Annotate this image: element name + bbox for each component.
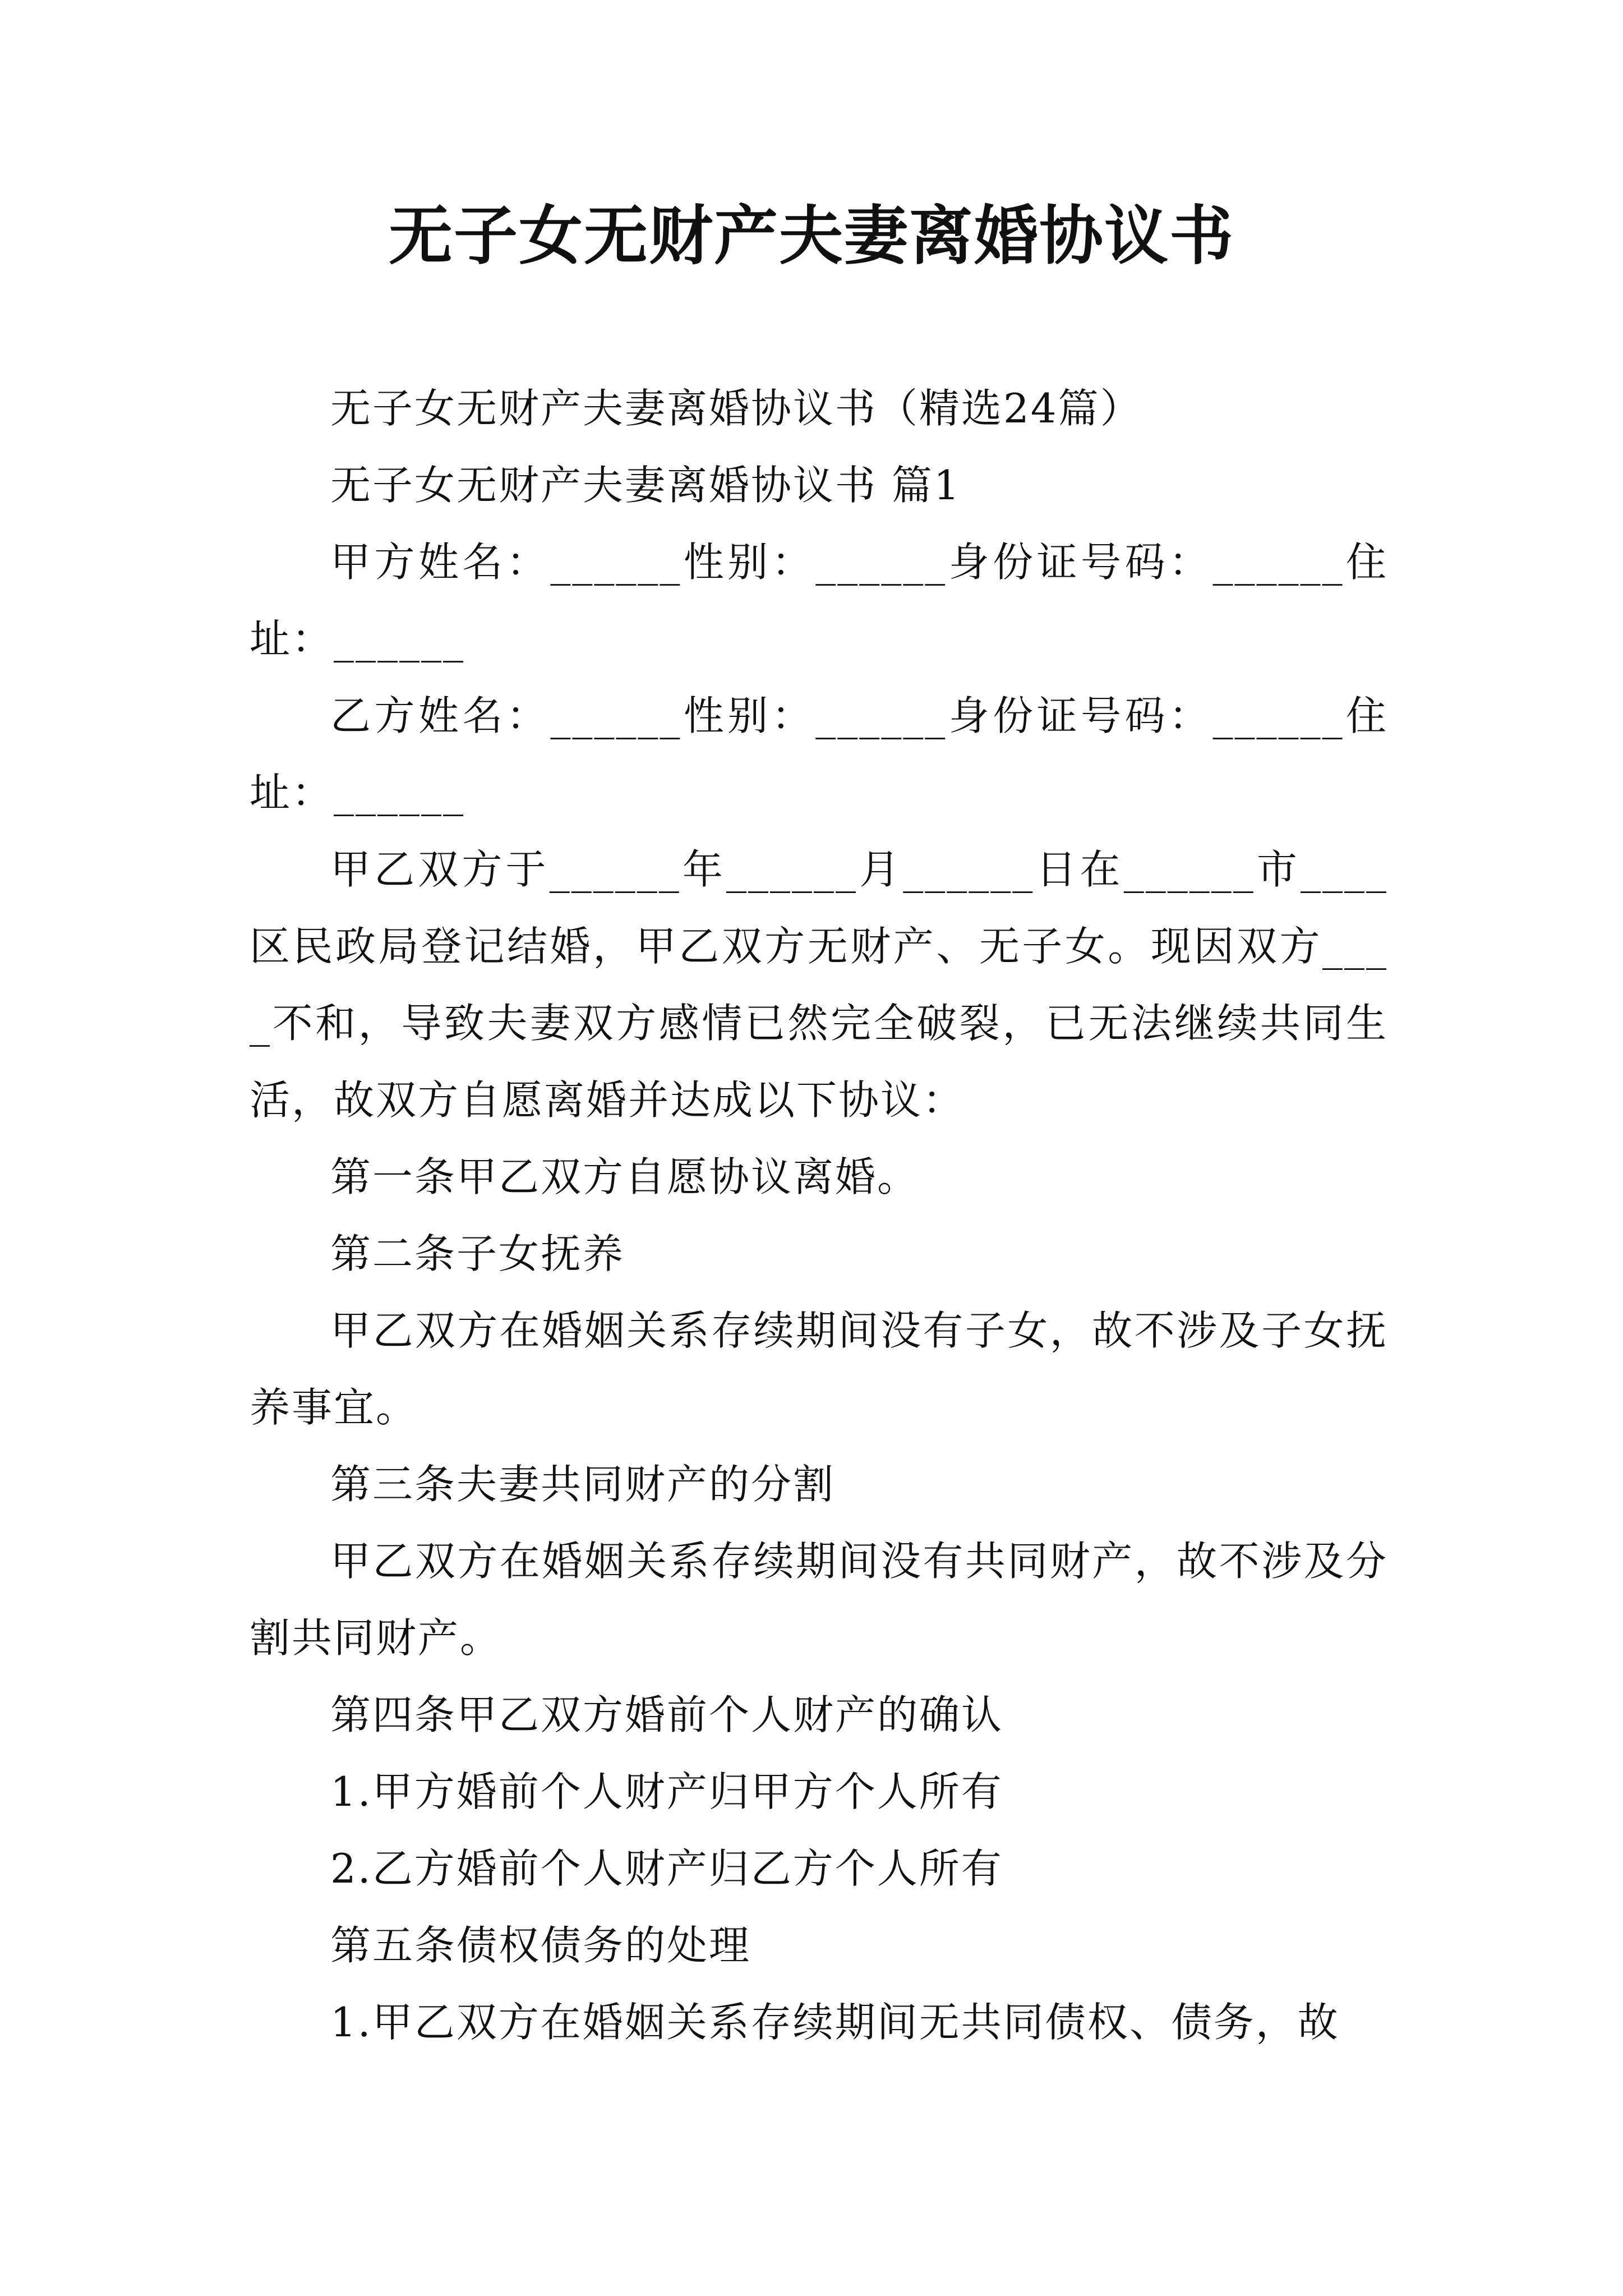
article-1: 第一条甲乙双方自愿协议离婚。 <box>330 1153 920 1200</box>
marriage-statement: 甲乙双方于______年______月______日在______市____区民政局登记结婚，甲乙双方无财产、无子女。现因双方____不和，导致夫妻双方感情已然完全破裂，已无法继续共同生活，故双方自愿离婚并达成以下协议： <box>250 846 1388 1124</box>
article-5-heading: 第五条债权债务的处理 <box>330 1922 751 1969</box>
article-2-body: 甲乙双方在婚姻关系存续期间没有子女，故不涉及子女抚养事宜。 <box>250 1307 1388 1431</box>
article-3-body: 甲乙双方在婚姻关系存续期间没有共同财产，故不涉及分割共同财产。 <box>250 1538 1388 1662</box>
article-2-heading: 第二条子女抚养 <box>330 1230 625 1277</box>
article-3-heading: 第三条夫妻共同财产的分割 <box>330 1461 836 1508</box>
document-title: 无子女无财产夫妻离婚协议书 <box>388 198 1234 273</box>
document-body <box>250 370 1388 2061</box>
article-4-item-1: 1.甲方婚前个人财产归甲方个人所有 <box>330 1768 1003 1815</box>
subtitle-paragraph: 无子女无财产夫妻离婚协议书（精选24篇） <box>330 385 1142 432</box>
article-4-item-2: 2.乙方婚前个人财产归乙方个人所有 <box>330 1845 1003 1892</box>
article-4-heading: 第四条甲乙双方婚前个人财产的确认 <box>330 1691 1004 1738</box>
party-a-info: 甲方姓名：______性别：______身份证号码：______住址：______ <box>250 539 1388 662</box>
section-heading: 无子女无财产夫妻离婚协议书 篇1 <box>330 462 961 509</box>
article-5-item-1: 1.甲乙双方在婚姻关系存续期间无共同债权、债务，故 <box>330 1999 1340 2046</box>
party-b-info: 乙方姓名：______性别：______身份证号码：______住址：______ <box>250 692 1388 816</box>
